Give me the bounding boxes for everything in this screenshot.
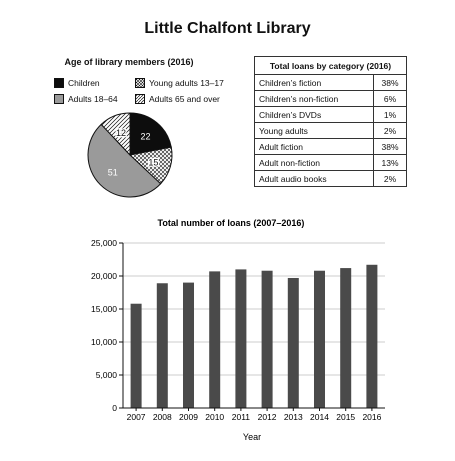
legend-swatch-adults-65 bbox=[135, 94, 145, 104]
legend-item-adults-18-64 bbox=[54, 94, 118, 104]
pie-chart-title: Age of library members (2016) bbox=[64, 57, 194, 67]
legend-swatch-children bbox=[54, 78, 64, 88]
table-row bbox=[255, 139, 407, 155]
legend-item-young-adults bbox=[135, 78, 224, 88]
legend-label: Children bbox=[68, 78, 100, 88]
legend-label: Adults 18–64 bbox=[68, 94, 118, 104]
y-tick-label: 25,000 bbox=[91, 238, 117, 248]
x-tick-label: 2013 bbox=[283, 412, 303, 422]
bar-2013 bbox=[288, 278, 299, 408]
pie-label-young-adults: 15 bbox=[148, 157, 159, 168]
x-tick-label: 2010 bbox=[205, 412, 225, 422]
pie-label-adults-18-64: 51 bbox=[107, 167, 118, 178]
pie-label-adults-65: 12 bbox=[116, 127, 127, 138]
table-cell-value: 38% bbox=[374, 139, 407, 155]
x-tick-label: 2009 bbox=[179, 412, 198, 422]
x-tick-label: 2011 bbox=[231, 412, 251, 422]
table-cell-value: 2% bbox=[374, 171, 407, 187]
table-cell-value: 1% bbox=[374, 107, 407, 123]
x-tick-label: 2012 bbox=[257, 412, 277, 422]
bar-2010 bbox=[209, 271, 220, 408]
bar-2007 bbox=[131, 304, 142, 408]
x-tick-label: 2014 bbox=[310, 412, 329, 422]
pie-label-children: 22 bbox=[140, 131, 151, 142]
table-cell-category: Children’s non-fiction bbox=[255, 91, 374, 107]
table-row bbox=[255, 123, 407, 139]
bar-2008 bbox=[157, 283, 168, 408]
legend-item-adults-65 bbox=[135, 94, 220, 104]
table-row bbox=[255, 155, 407, 171]
x-tick-label: 2015 bbox=[336, 412, 356, 422]
table-cell-value: 6% bbox=[374, 91, 407, 107]
table-cell-category: Children’s DVDs bbox=[255, 107, 374, 123]
y-tick-label: 10,000 bbox=[91, 337, 117, 347]
legend-swatch-young-adults bbox=[135, 78, 145, 88]
x-tick-label: 2016 bbox=[362, 412, 382, 422]
y-tick-label: 0 bbox=[112, 403, 117, 413]
table-row bbox=[255, 91, 407, 107]
legend-label: Young adults 13–17 bbox=[149, 78, 224, 88]
legend-label: Adults 65 and over bbox=[149, 94, 220, 104]
loans-table-title: Total loans by category (2016) bbox=[255, 57, 407, 75]
bar-2009 bbox=[183, 283, 194, 408]
table-cell-category: Children’s fiction bbox=[255, 75, 374, 91]
x-axis-label: Year bbox=[242, 432, 262, 442]
bar-2015 bbox=[340, 268, 351, 408]
y-tick-label: 5,000 bbox=[95, 370, 117, 380]
bar-2011 bbox=[235, 269, 246, 408]
x-tick-label: 2008 bbox=[152, 412, 172, 422]
bar-2016 bbox=[366, 265, 377, 408]
table-row bbox=[255, 107, 407, 123]
table-cell-category: Young adults bbox=[255, 123, 374, 139]
table-cell-value: 2% bbox=[374, 123, 407, 139]
table-row bbox=[255, 75, 407, 91]
legend-item-children bbox=[54, 78, 100, 88]
y-tick-label: 15,000 bbox=[91, 304, 117, 314]
pie-chart bbox=[85, 110, 175, 200]
table-cell-value: 38% bbox=[374, 75, 407, 91]
loans-table bbox=[254, 56, 407, 187]
y-tick-label: 20,000 bbox=[91, 271, 117, 281]
bar-2014 bbox=[314, 271, 325, 408]
x-tick-label: 2007 bbox=[126, 412, 146, 422]
page-title: Little Chalfont Library bbox=[144, 20, 311, 37]
table-row bbox=[255, 171, 407, 187]
bar-chart bbox=[0, 215, 455, 445]
table-cell-value: 13% bbox=[374, 155, 407, 171]
table-cell-category: Adult fiction bbox=[255, 139, 374, 155]
table-cell-category: Adult audio books bbox=[255, 171, 374, 187]
bar-chart-title: Total number of loans (2007–2016) bbox=[157, 218, 305, 228]
bar-2012 bbox=[262, 271, 273, 408]
legend-swatch-adults-18-64 bbox=[54, 94, 64, 104]
table-cell-category: Adult non-fiction bbox=[255, 155, 374, 171]
